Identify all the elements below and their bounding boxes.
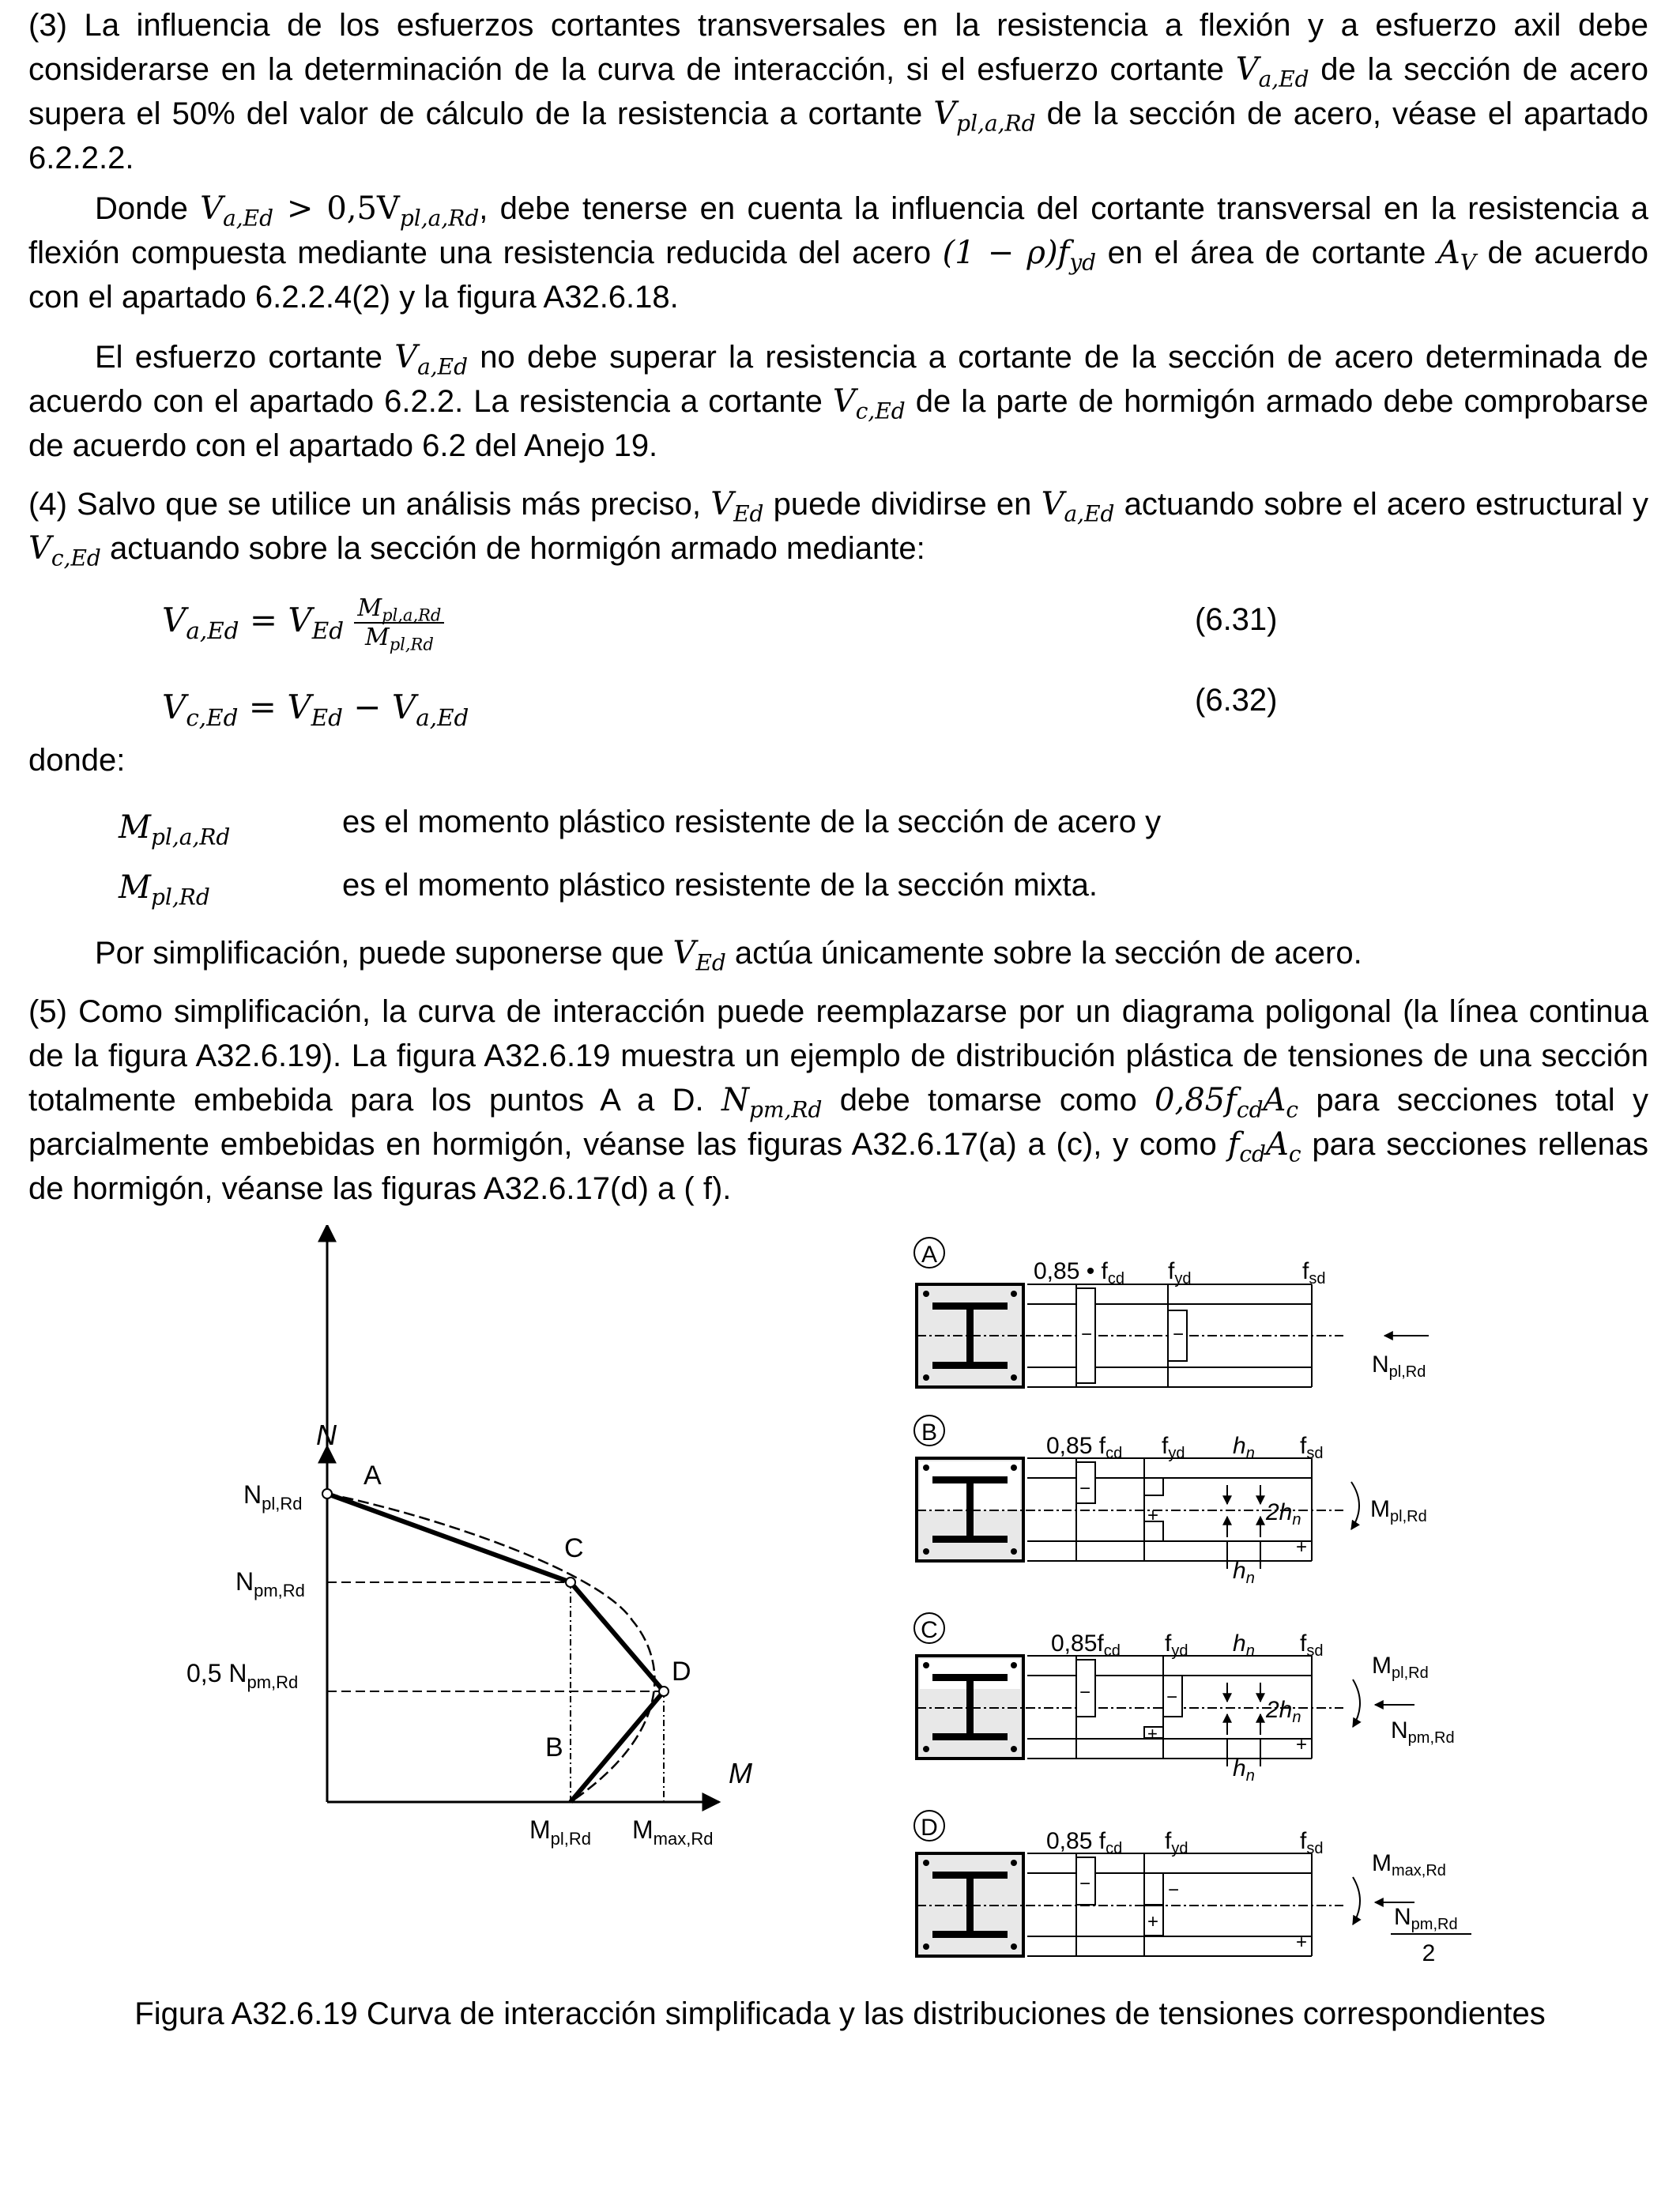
- interaction-graph: [186, 1225, 752, 1849]
- panel-d-moment: $M_{max,Rd}$: [1372, 1850, 1446, 1879]
- text: puede dividirse en: [763, 487, 1042, 522]
- mmax-label: $M_{max,Rd}$: [632, 1815, 714, 1849]
- svg-text:−: −: [1079, 1682, 1091, 1703]
- panel-d: [914, 1811, 1471, 1966]
- math-symbol: $V_{Ed}$: [710, 486, 764, 527]
- paragraph-3b: [28, 187, 1648, 319]
- sign: −: [1173, 1324, 1185, 1345]
- text: Donde: [95, 191, 201, 226]
- section-d: [917, 1853, 1023, 1956]
- figure-a32-6-19: [0, 1225, 1680, 1984]
- panel-a-h3: $f_{sd}$: [1302, 1258, 1326, 1287]
- text: debe tomarse como: [822, 1083, 1155, 1118]
- definition-text: es el momento plástico resistente de la sección mixta.: [342, 868, 1098, 903]
- svg-text:+: +: [1147, 1911, 1159, 1932]
- panel-a-h1: 0,85 • $f_{cd}$: [1034, 1258, 1125, 1287]
- point-d-marker: [659, 1687, 669, 1696]
- math-symbol: $f_{cd}A_c$: [1227, 1126, 1301, 1167]
- panel-c-hn-top: $h_n$: [1233, 1630, 1255, 1660]
- panel-b-h1: 0,85 $f_{cd}$: [1046, 1433, 1123, 1462]
- npm-label: $N_{pm,Rd}$: [235, 1567, 305, 1600]
- text: (3) La influencia de los esfuerzos cortantes transversales en la resistencia a flexión y a esfuerzo axil debe considerarse en la determinación de la curva de interacción, si el esfuerzo cortante: [28, 8, 1648, 87]
- text: El esfuerzo cortante: [95, 340, 395, 375]
- half-npm-label: 0,5 $N_{pm,Rd}$: [186, 1659, 299, 1692]
- text: de la sección de acero supera el 50% del valor de cálculo de la resistencia a cortante: [28, 52, 1648, 131]
- paragraph-simplification: [28, 931, 1648, 975]
- panel-d-force-den: 2: [1422, 1940, 1436, 1966]
- paragraph-5: [28, 990, 1648, 1211]
- panel-c-h3: $f_{sd}$: [1300, 1630, 1324, 1660]
- math-symbol: $N_{pm,Rd}$: [721, 1082, 823, 1123]
- text: de la parte de hormigón armado debe comprobarse de acuerdo con el apartado 6.2 del Anejo 19.: [28, 384, 1648, 463]
- text: Por simplificación, puede suponerse que: [95, 936, 673, 971]
- math-symbol: $0,85f_{cd}A_c$: [1155, 1082, 1299, 1123]
- panel-b-hn-bottom: $h_n$: [1233, 1558, 1255, 1587]
- math-symbol: $V_{a,Ed}$: [1041, 486, 1115, 527]
- math-symbol: $(1 - \rho)f_{yd}$: [942, 235, 1097, 276]
- paragraph-4: [28, 482, 1648, 571]
- math-symbol: $V_{Ed}$: [672, 935, 726, 976]
- math-symbol: $V_{a,Ed} > 0,5V_{pl,a,Rd}$: [200, 190, 480, 232]
- panel-c-h1: $0,85f_{cd}$: [1051, 1630, 1121, 1660]
- section-c: [917, 1656, 1023, 1759]
- math-symbol: $V_{a,Ed}$: [394, 339, 469, 380]
- point-b-label: B: [545, 1732, 563, 1762]
- panel-c-moment: $M_{pl,Rd}$: [1372, 1653, 1429, 1682]
- text: de la sección de acero, véase el apartado 6.2.2.2.: [28, 96, 1648, 175]
- math-symbol: $A_V$: [1437, 235, 1476, 276]
- panel-b-h2: $f_{yd}$: [1162, 1433, 1185, 1462]
- polygonal-curve: [327, 1494, 664, 1802]
- svg-text:+: +: [1296, 1536, 1308, 1558]
- panel-c: [914, 1613, 1455, 1785]
- moment-arrow: [1351, 1482, 1359, 1529]
- panel-c-h2: $f_{yd}$: [1165, 1630, 1188, 1660]
- panel-b-letter: B: [921, 1419, 938, 1446]
- svg-text:−: −: [1168, 1879, 1180, 1901]
- svg-text:+: +: [1296, 1932, 1308, 1953]
- equation-6-32: $V_{c,Ed} = V_{Ed} - V_{a,Ed}$: [162, 688, 469, 731]
- equation-number-6-32: (6.32): [1195, 683, 1278, 718]
- point-c-marker: [566, 1578, 575, 1587]
- panel-b-hn-top: $h_n$: [1233, 1433, 1255, 1462]
- text: (4) Salvo que se utilice un análisis más preciso,: [28, 487, 711, 522]
- text: (5) Como simplificación, la curva de interacción puede reemplazarse por un diagrama poligonal (la línea continua de la figura A32.6.19). La figura A32.6.19 muestra un ejemplo de distribución plástica de tensiones de una sección totalmente embebida para los puntos A a D.: [28, 994, 1648, 1118]
- text: actuando sobre la sección de hormigón armado mediante:: [100, 531, 925, 566]
- figure-caption: Figura A32.6.19 Curva de interacción simplificada y las distribuciones de tensiones correspondientes: [134, 1996, 1546, 2031]
- section-a: [917, 1284, 1023, 1387]
- point-a-marker: [322, 1489, 332, 1498]
- mpl-label: $M_{pl,Rd}$: [529, 1815, 592, 1849]
- svg-text:−: −: [1079, 1873, 1091, 1894]
- panel-b-2hn: $2h_n$: [1266, 1499, 1301, 1529]
- panel-a-letter: A: [921, 1242, 938, 1268]
- svg-text:+: +: [1296, 1734, 1308, 1755]
- svg-text:−: −: [1079, 1478, 1091, 1499]
- text: en el área de cortante: [1096, 236, 1437, 270]
- panel-b-moment: $M_{pl,Rd}$: [1370, 1496, 1427, 1525]
- equation-number-6-31: (6.31): [1195, 602, 1278, 637]
- paragraph-3c: [28, 335, 1648, 468]
- panel-c-force: $N_{pm,Rd}$: [1391, 1717, 1455, 1747]
- panel-a-h2: $f_{yd}$: [1168, 1258, 1192, 1287]
- text: actúa únicamente sobre la sección de acero.: [725, 936, 1362, 971]
- svg-text:+: +: [1147, 1505, 1159, 1526]
- text: no debe superar la resistencia a cortante de la sección de acero determinada de acuerdo con el apartado 6.2.2. La resistencia a cortante: [28, 340, 1648, 419]
- hn-arrows: [1227, 1485, 1260, 1569]
- point-d-label: D: [672, 1657, 691, 1687]
- math-symbol: $V_{pl,a,Rd}$: [933, 96, 1036, 137]
- text: actuando sobre el acero estructural y: [1114, 487, 1649, 522]
- panel-c-letter: C: [921, 1617, 938, 1643]
- text: , debe tenerse en cuenta la influencia del cortante transversal en la resistencia a flexión compuesta mediante una resistencia reducida del acero: [28, 191, 1648, 270]
- panel-d-h1: 0,85 $f_{cd}$: [1046, 1828, 1123, 1857]
- svg-text:−: −: [1166, 1687, 1178, 1708]
- math-symbol: $V_{a,Ed}$: [1235, 51, 1309, 92]
- point-c-label: C: [564, 1533, 584, 1563]
- sign: −: [1081, 1324, 1093, 1345]
- text: para secciones total y parcialmente embebidas en hormigón, véanse las figuras A32.6.17(a) a (c), y como: [28, 1083, 1648, 1162]
- panel-a: [914, 1238, 1429, 1387]
- panel-b-h3: $f_{sd}$: [1300, 1433, 1324, 1462]
- donde-label: donde:: [28, 743, 126, 778]
- equation-6-31: $V_{a,Ed} = V_{Ed}$ $\frac{M_{pl,a,Rd}}{M_{pl,Rd}}$: [162, 594, 444, 651]
- definition-symbol: $M_{pl,a,Rd}$: [119, 809, 231, 850]
- paragraph-3: [28, 3, 1648, 180]
- math-symbol: $V_{c,Ed}$: [28, 530, 101, 571]
- panel-d-letter: D: [921, 1815, 938, 1841]
- definition-symbol: $M_{pl,Rd}$: [119, 869, 210, 910]
- svg-text:+: +: [1147, 1724, 1158, 1744]
- panel-d-h3: $f_{sd}$: [1300, 1828, 1324, 1857]
- definition-text: es el momento plástico resistente de la sección de acero y: [342, 805, 1162, 839]
- math-symbol: $V_{c,Ed}$: [832, 383, 906, 424]
- axis-n-label: N: [316, 1419, 337, 1451]
- panel-a-force: $N_{pl,Rd}$: [1372, 1351, 1426, 1381]
- panel-d-force: $N_{pm,Rd}$: [1394, 1904, 1458, 1933]
- exact-curve: [327, 1494, 654, 1802]
- panel-c-hn-bottom: $h_n$: [1233, 1755, 1255, 1785]
- panel-c-2hn: $2h_n$: [1266, 1697, 1301, 1726]
- panel-d-h2: $f_{yd}$: [1165, 1828, 1188, 1857]
- point-a-label: A: [363, 1461, 382, 1491]
- text: para secciones rellenas de hormigón, véanse las figuras A32.6.17(d) a ( f).: [28, 1127, 1648, 1206]
- axis-m-label: M: [729, 1757, 752, 1789]
- fraction: $\frac{M_{pl,a,Rd}}{M_{pl,Rd}}$: [354, 594, 444, 651]
- text: de acuerdo con el apartado 6.2.2.4(2) y la figura A32.6.18.: [28, 236, 1648, 315]
- section-b: [917, 1458, 1023, 1561]
- panel-b: [914, 1416, 1427, 1587]
- npl-label: $N_{pl,Rd}$: [243, 1480, 303, 1514]
